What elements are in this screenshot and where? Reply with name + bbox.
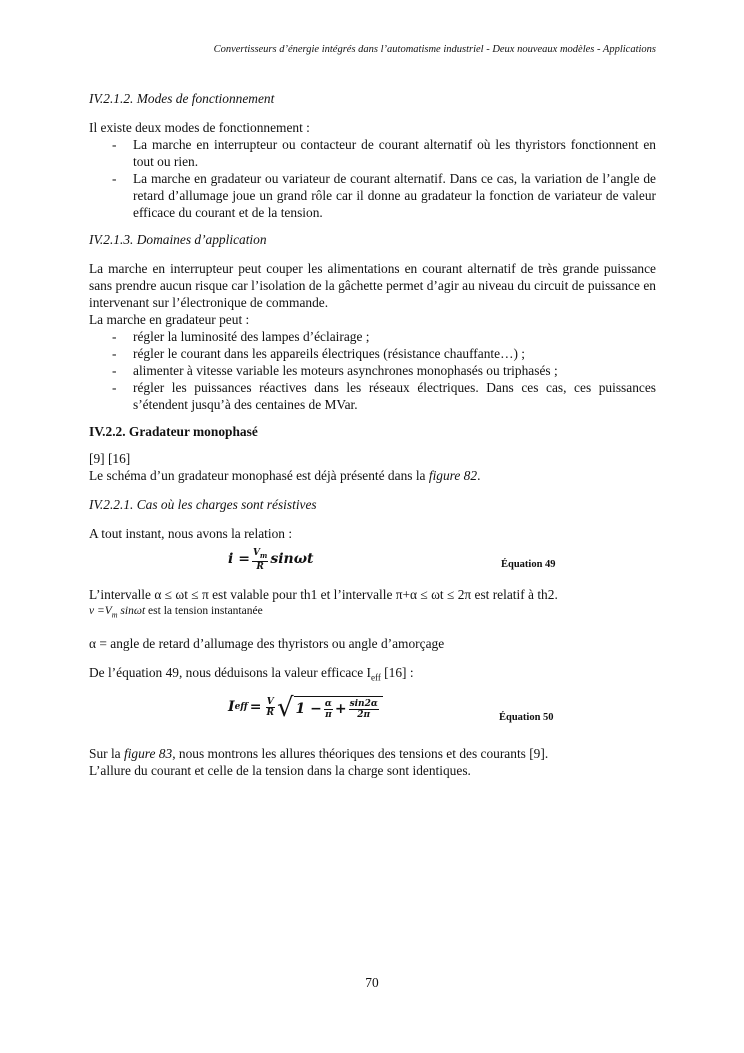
eq50-f2-den: π — [325, 709, 332, 720]
references: [9] [16] — [89, 451, 131, 466]
eq50-one-minus: 1 − — [295, 700, 322, 717]
eq50-f2-num: α — [324, 698, 332, 709]
eq50-sqrt — [276, 692, 383, 723]
eq49-den: R — [256, 561, 264, 572]
page-number: 70 — [365, 975, 379, 990]
equation-49 — [228, 548, 314, 572]
equation-50 — [228, 692, 383, 723]
figure-ref: figure 83 — [123, 745, 173, 761]
deduce-text: De l’équation 49, nous déduisons la valeur efficace I — [89, 665, 371, 681]
schema-text-end: . — [477, 468, 481, 483]
list-item: - régler la luminosité des lampes d’éclairage ; — [89, 328, 656, 345]
domaines-paragraph: La marche en interrupteur peut couper les alimentations en courant alternatif de très grande puissance sans prendre aucun risque car l’isolation de la gâchette permet d’agir au niveau du circuit de puissance en intervenant sur l’électronique de commande. — [89, 261, 656, 310]
figure-ref: figure 82 — [428, 468, 478, 483]
current-voltage-sentence: L’allure du courant et celle de la tension dans la charge sont identiques. — [89, 762, 471, 778]
section-title-gradateur-monophase: IV.2.2. Gradateur monophasé — [89, 424, 258, 439]
deduce-sub: eff — [370, 672, 381, 683]
section-title-domaines: IV.2.1.3. Domaines d’application — [89, 232, 267, 247]
eq50-fraction-vr — [265, 697, 274, 718]
running-header: Convertisseurs d’énergie intégrés dans l’automatisme industriel - Deux nouveaux modèles - Applications — [213, 44, 656, 55]
eq50-fraction-alpha-pi — [324, 699, 333, 720]
eq50-lhs: I — [228, 699, 235, 716]
list-item: - La marche en interrupteur ou contacteur de courant alternatif où les thyristors fonctionnent en tout ou rien. — [89, 136, 656, 170]
v-lhs: v =V — [89, 605, 112, 617]
schema-text: Le schéma d’un gradateur monophasé est déjà présenté dans la — [89, 468, 429, 483]
interval-sentence: L’intervalle α ≤ ωt ≤ π est valable pour th1 et l’intervalle π+α ≤ ωt ≤ 2π est relatif à th2. — [89, 587, 558, 602]
list-item: - régler le courant dans les appareils électriques (résistance chauffante…) ; — [89, 345, 656, 362]
eq49-fraction — [252, 548, 268, 572]
eq50-f3-num: sin2α — [349, 698, 378, 709]
deduce-sentence — [89, 664, 656, 687]
equation-50-row — [89, 692, 656, 733]
figure-83-sentence — [89, 745, 656, 762]
section-title-modes: IV.2.1.2. Modes de fonctionnement — [89, 91, 275, 106]
equation-49-label: Équation 49 — [501, 559, 556, 570]
v-sub: m — [111, 610, 118, 620]
gradateur-intro: La marche en gradateur peut : — [89, 312, 250, 327]
eq49-lhs: i = — [228, 551, 250, 568]
eq50-radicand — [294, 696, 383, 720]
eq50-f1-den: R — [266, 708, 274, 719]
list-item: - La marche en gradateur ou variateur de courant alternatif. Dans ce cas, la variation de l’angle de retard d’allumage joue un grand rôle car il donne au gradateur la fonction de variateur de valeur efficace du courant et de la tension. — [89, 170, 656, 221]
equation-50-label: Équation 50 — [499, 711, 554, 723]
relation-sentence: A tout instant, nous avons la relation : — [89, 526, 293, 541]
v-var: sinωt — [117, 605, 146, 617]
eq50-plus: + — [334, 700, 347, 717]
alpha-definition: α = angle de retard d’allumage des thyristors ou angle d’amorçage — [89, 636, 445, 652]
list-item: - alimenter à vitesse variable les moteurs asynchrones monophasés ou triphasés ; — [89, 362, 656, 379]
eq49-num-sub: m — [259, 550, 268, 560]
list-item: - régler les puissances réactives dans les réseaux électriques. Dans ces cas, ces puissances s’étendent jusqu’à des centaines de MVar. — [89, 379, 656, 413]
section-title-charges-resistives: IV.2.2.1. Cas où les charges sont résistives — [89, 497, 317, 512]
radical-sign: √ — [276, 692, 294, 723]
final-text-end: , nous montrons les allures théoriques des tensions et des courants [9]. — [172, 745, 549, 761]
eq50-f3-den: 2π — [357, 709, 371, 720]
eq50-fraction-sin — [349, 699, 379, 720]
final-text: Sur la — [89, 745, 124, 761]
eq49-rhs: sinωt — [270, 551, 314, 568]
equation-49-row — [89, 548, 656, 578]
eq50-equals: = — [249, 699, 262, 716]
gradateur-uses-list — [89, 328, 656, 413]
modes-intro: Il existe deux modes de fonctionnement : — [89, 120, 310, 135]
deduce-text-end: [16] : — [380, 665, 414, 681]
eq49-num: V — [252, 548, 260, 558]
schema-sentence — [89, 467, 656, 484]
voltage-definition — [89, 603, 656, 623]
modes-list — [89, 136, 656, 221]
eq50-f1-num: V — [266, 697, 274, 708]
v-post: est la tension instantanée — [145, 605, 263, 617]
eq50-lhs-sub: eff — [234, 702, 248, 713]
page-body — [89, 90, 656, 779]
